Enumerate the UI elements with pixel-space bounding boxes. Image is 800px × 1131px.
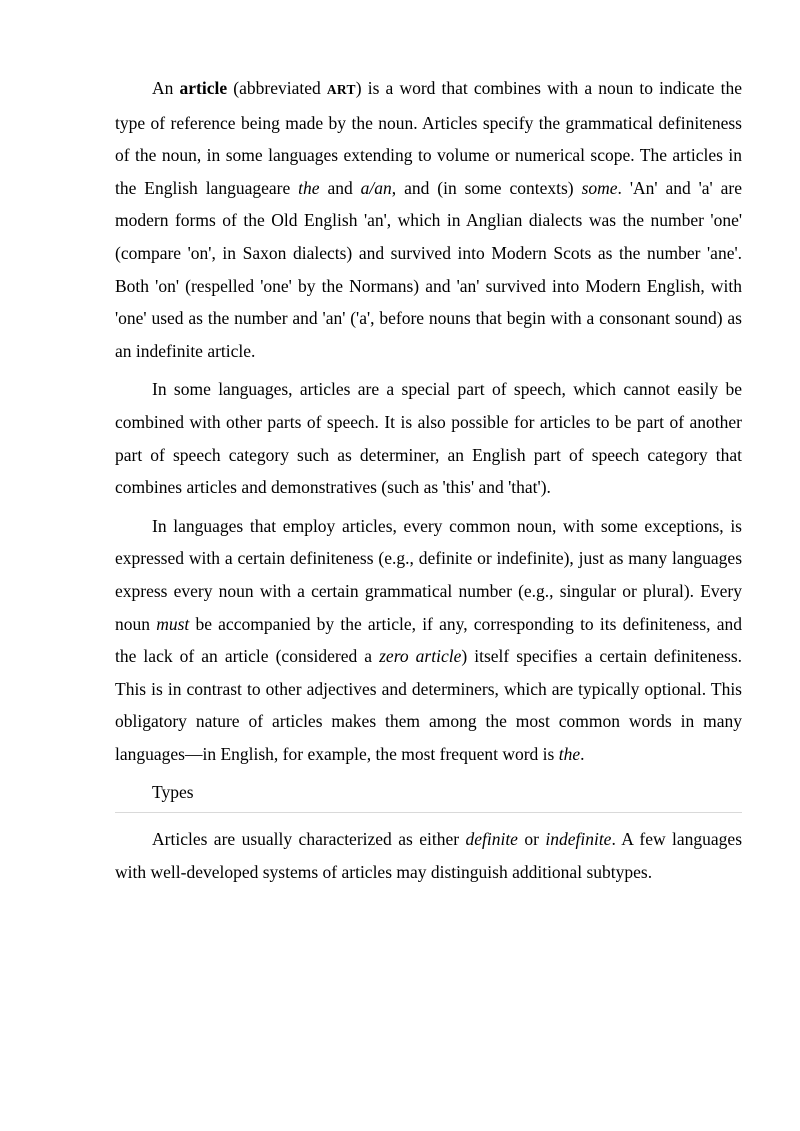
term-the: the (298, 177, 320, 198)
term-must: must (156, 613, 190, 634)
term-the: the (558, 743, 581, 764)
term-some: some (581, 177, 618, 198)
text-run: Articles are usually characterized as either (152, 829, 466, 850)
text-run: or (517, 829, 546, 850)
paragraph-article-definition (115, 72, 742, 367)
text-run: An (152, 78, 180, 98)
text-run: . (580, 743, 585, 764)
text-run: ) itself specifies a certain definiteness. This is in contrast to other adjectives and determiners, which are typically optional. This obligatory nature of articles makes them among the most common words in many languages—in English, for example, the most frequent word is (115, 646, 743, 764)
term-indefinite: indefinite (545, 829, 612, 850)
paragraph-part-of-speech: In some languages, articles are a special part of speech, which cannot easily be combined with other parts of speech. It is also possible for articles to be part of another part of speech category such as determiner, an English part of speech category that combines articles and demonstratives (such as 'this' and 'that'). (115, 379, 742, 498)
text-run: In languages that employ articles, every common noun, with some exceptions, is expressed with a certain definiteness (e.g., definite or indefinite), just as many languages express every noun with a certain grammatical number (e.g., singular or plural). Every noun (115, 515, 742, 634)
text-run: . A few languages with well-developed systems of articles may distinguish additional subtypes. (115, 829, 742, 883)
text-run: be accompanied by the article, if any, corresponding to its definiteness, and the lack of an article (considered a (115, 613, 743, 667)
term-article: article (179, 78, 228, 98)
term-definite: definite (465, 829, 518, 850)
paragraph-definiteness (115, 510, 742, 771)
term-a-an: a/an (360, 177, 392, 198)
text-run: ) is a word that combines with a noun to indicate the type of reference being made by the noun. Articles specify the grammatical definiteness of the noun, in some languages extending to volume or numerical scope. The articles in the English languageare (115, 78, 743, 198)
text-run: (abbreviated (227, 78, 327, 98)
abbreviation-art: ART (326, 82, 356, 97)
term-zero-article: zero article (379, 646, 462, 667)
paragraph-types (115, 823, 742, 888)
text-run: . 'An' and 'a' are modern forms of the Old English 'an', which in Anglian dialects was the number 'one' (compare 'on', in Saxon dialects) and survived into Modern Scots as the number 'ane'. Both 'on' (respelled 'one' by the Normans) and 'an' survived into Modern English, with 'one' used as the number and 'an' ('a', before nouns that begin with a consonant sound) as an indefinite article. (115, 177, 742, 361)
text-run: and (319, 177, 361, 198)
section-heading-types: Types (115, 776, 742, 813)
document-page (115, 72, 742, 895)
text-run: , and (in some contexts) (391, 177, 582, 198)
